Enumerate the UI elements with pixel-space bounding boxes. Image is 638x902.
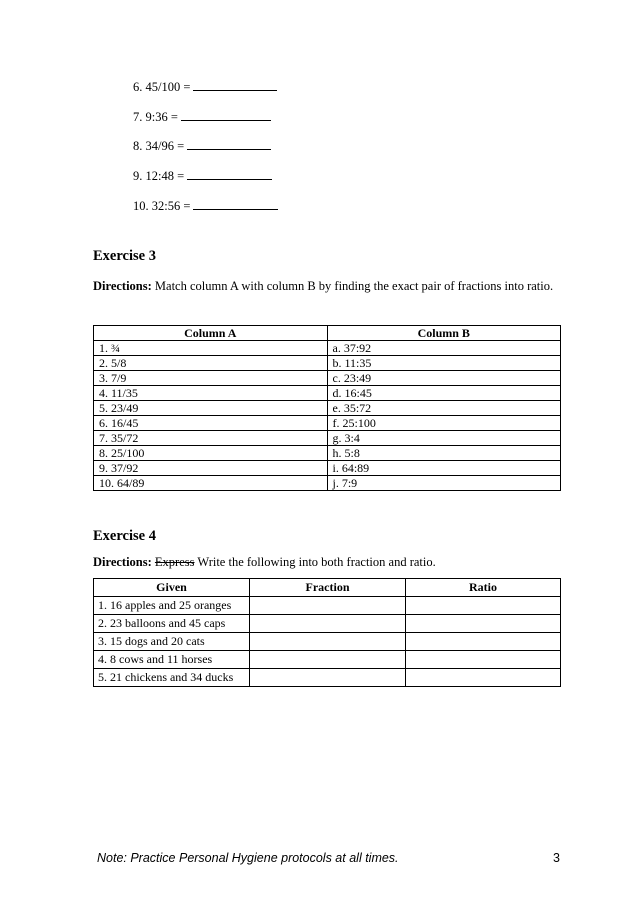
answer-blank[interactable]: [193, 197, 278, 210]
column-a-cell: 9. 37/92: [94, 461, 328, 476]
table-row: [94, 416, 561, 431]
column-b-cell: d. 16:45: [327, 386, 561, 401]
ratio-cell[interactable]: [406, 651, 561, 669]
exercise-3-heading: Exercise 3: [93, 248, 156, 264]
question-9: [133, 167, 272, 184]
column-b-cell: g. 3:4: [327, 431, 561, 446]
column-b-cell: j. 7:9: [327, 476, 561, 491]
table-row: [94, 446, 561, 461]
column-a-cell: 4. 11/35: [94, 386, 328, 401]
table-row: [94, 476, 561, 491]
exercise-3-directions: [93, 278, 563, 295]
directions-text: Match column A with column B by finding the exact pair of fractions into ratio.: [154, 279, 554, 293]
answer-blank[interactable]: [193, 78, 277, 91]
given-cell: 1. 16 apples and 25 oranges: [94, 597, 250, 615]
question-label: 7. 9:36 =: [133, 110, 178, 124]
column-b-header: Column B: [327, 326, 561, 341]
column-a-cell: 10. 64/89: [94, 476, 328, 491]
fraction-cell[interactable]: [250, 669, 406, 687]
fraction-cell[interactable]: [250, 651, 406, 669]
fraction-cell[interactable]: [250, 615, 406, 633]
column-a-cell: 6. 16/45: [94, 416, 328, 431]
given-cell: 3. 15 dogs and 20 cats: [94, 633, 250, 651]
answer-blank[interactable]: [181, 108, 271, 121]
answer-blank[interactable]: [187, 137, 271, 150]
column-a-cell: 5. 23/49: [94, 401, 328, 416]
column-a-header: Column A: [94, 326, 328, 341]
column-b-cell: e. 35:72: [327, 401, 561, 416]
table-row: [94, 401, 561, 416]
question-label: 6. 45/100 =: [133, 80, 191, 94]
exercise-4-heading: Exercise 4: [93, 528, 156, 544]
question-7: [133, 108, 271, 125]
page-number: 3: [553, 851, 560, 865]
ratio-header: Ratio: [406, 579, 561, 597]
column-a-cell: 8. 25/100: [94, 446, 328, 461]
directions-text: Write the following into both fraction and ratio.: [197, 555, 436, 569]
table-header-row: [94, 326, 561, 341]
table-row: [94, 615, 561, 633]
given-cell: 2. 23 balloons and 45 caps: [94, 615, 250, 633]
table-row: [94, 461, 561, 476]
question-6: [133, 78, 277, 95]
column-b-cell: a. 37:92: [327, 341, 561, 356]
footer-note: Note: Practice Personal Hygiene protocols at all times.: [97, 851, 399, 865]
table-row: [94, 431, 561, 446]
table-row: [94, 356, 561, 371]
directions-label: Directions:: [93, 279, 152, 293]
given-cell: 5. 21 chickens and 34 ducks: [94, 669, 250, 687]
directions-label: Directions:: [93, 555, 152, 569]
ratio-cell[interactable]: [406, 669, 561, 687]
exercise-4-directions: [93, 554, 563, 571]
column-a-cell: 7. 35/72: [94, 431, 328, 446]
ratio-cell[interactable]: [406, 615, 561, 633]
column-a-cell: 2. 5/8: [94, 356, 328, 371]
table-row: [94, 633, 561, 651]
column-a-cell: 3. 7/9: [94, 371, 328, 386]
column-b-cell: c. 23:49: [327, 371, 561, 386]
column-b-cell: i. 64:89: [327, 461, 561, 476]
column-a-cell: 1. ¾: [94, 341, 328, 356]
question-10: [133, 197, 278, 214]
matching-table: [93, 325, 561, 491]
column-b-cell: b. 11:35: [327, 356, 561, 371]
given-header: Given: [94, 579, 250, 597]
table-row: [94, 341, 561, 356]
fraction-ratio-table: [93, 578, 561, 687]
question-label: 8. 34/96 =: [133, 139, 185, 153]
fraction-cell[interactable]: [250, 597, 406, 615]
table-row: [94, 371, 561, 386]
table-row: [94, 669, 561, 687]
question-label: 10. 32:56 =: [133, 199, 191, 213]
given-cell: 4. 8 cows and 11 horses: [94, 651, 250, 669]
table-row: [94, 597, 561, 615]
struck-word: Express: [154, 555, 195, 569]
table-row: [94, 386, 561, 401]
question-label: 9. 12:48 =: [133, 169, 185, 183]
ratio-cell[interactable]: [406, 597, 561, 615]
column-b-cell: f. 25:100: [327, 416, 561, 431]
column-b-cell: h. 5:8: [327, 446, 561, 461]
table-row: [94, 651, 561, 669]
fraction-cell[interactable]: [250, 633, 406, 651]
fraction-header: Fraction: [250, 579, 406, 597]
ratio-cell[interactable]: [406, 633, 561, 651]
question-8: [133, 137, 271, 154]
answer-blank[interactable]: [187, 167, 272, 180]
table-header-row: [94, 579, 561, 597]
